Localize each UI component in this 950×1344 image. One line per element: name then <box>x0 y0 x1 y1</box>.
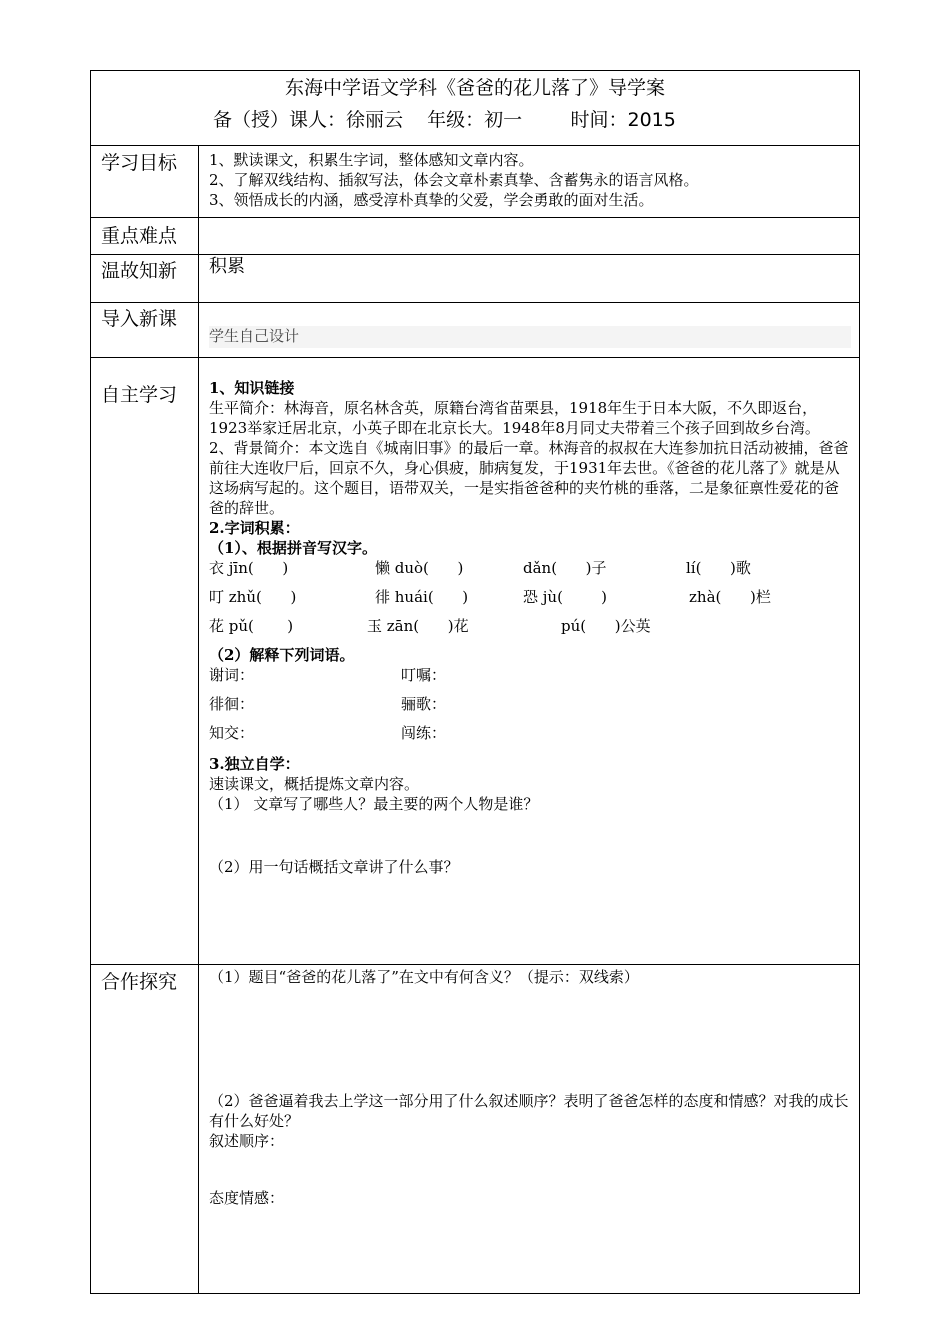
row-label: 重点难点 <box>101 225 178 247</box>
attitude-label: 态度情感： <box>209 1189 285 1207</box>
row-intro <box>91 303 859 358</box>
section-heading: 3.独立自学： <box>209 755 300 773</box>
word-item: 叮嘱： <box>401 666 447 684</box>
question-2: （2）用一句话概括文章讲了什么事？ <box>209 858 459 876</box>
intro-text: 学生自己设计 <box>209 326 851 348</box>
cooperative-content <box>209 967 851 1208</box>
document-title: 东海中学语文学科《爸爸的花儿落了》导学案 <box>284 77 665 99</box>
row-learning-goals <box>91 146 859 218</box>
self-study-content <box>209 378 851 877</box>
goal-item: 2、了解双线结构、插叙写法，体会文章朴素真挚、含蓄隽永的语言风格。 <box>209 171 699 189</box>
pinyin-row <box>209 554 851 583</box>
question-1: （1） 文章写了哪些人？最主要的两个人物是谁？ <box>209 795 539 813</box>
row-label: 温故知新 <box>101 260 178 282</box>
section-heading: 2.字词积累： <box>209 519 300 537</box>
pinyin-item: 衣 jīn( ) <box>209 559 289 577</box>
pinyin-row <box>209 612 851 641</box>
row-cooperative <box>91 965 859 1295</box>
row-key-points <box>91 218 859 255</box>
word-row <box>209 690 851 719</box>
row-label: 学习目标 <box>101 152 178 174</box>
row-review <box>91 255 859 303</box>
pinyin-item: 懒 duò( ) <box>375 559 464 577</box>
review-text: 积累 <box>209 256 245 277</box>
word-item: 骊歌： <box>401 695 447 713</box>
pinyin-item: 恐 jù( ) <box>523 588 607 606</box>
word-item: 谢词： <box>209 666 255 684</box>
row-label: 合作探究 <box>101 971 178 993</box>
word-row <box>209 719 851 748</box>
goal-item: 3、领悟成长的内涵，感受淳朴真挚的父爱，学会勇敢的面对生活。 <box>209 191 654 209</box>
word-item: 知交： <box>209 724 255 742</box>
word-item: 徘徊： <box>209 695 255 713</box>
pinyin-item: dǎn( )子 <box>523 559 607 577</box>
author-bio: 生平简介：林海音，原名林含英，原籍台湾省苗栗县，1918年生于日本大阪，不久即返台，1923举家迁居北京，小英子即在北京长大。1948年8月同丈夫带着三个孩子回到故乡台湾。 <box>209 399 820 437</box>
subsection-heading: （1）、根据拼音写汉字。 <box>209 539 377 557</box>
pinyin-item: 叮 zhǔ( ) <box>209 588 297 606</box>
row-self-study <box>91 358 859 965</box>
pinyin-item: 玉 zān( )花 <box>367 617 469 635</box>
word-row <box>209 661 851 690</box>
goals-content <box>209 150 851 210</box>
subsection-heading: （2）解释下列词语。 <box>209 646 355 664</box>
question-2: （2）爸爸逼着我去上学这一部分用了什么叙述顺序？表明了爸爸怎样的态度和情感？对我的成长有什么好处？ <box>209 1092 849 1130</box>
goal-item: 1、默读课文，积累生字词，整体感知文章内容。 <box>209 151 534 169</box>
row-label: 自主学习 <box>101 384 178 406</box>
background-intro: 2、背景简介：本文选自《城南旧事》的最后一章。林海音的叔叔在大连参加抗日活动被捕，爸爸前往大连收尸后，回京不久，身心俱疲，肺病复发，于1931年去世。《爸爸的花儿落了》就是从这场病写起的。这个题目，语带双关，一是实指爸爸种的夹竹桃的垂落，二是象征禀性爱花的爸爸的辞世。 <box>209 439 849 517</box>
question-1: （1）题目“爸爸的花儿落了”在文中有何含义？（提示：双线索） <box>209 968 639 986</box>
task-text: 速读课文，概括提炼文章内容。 <box>209 775 420 793</box>
pinyin-row <box>209 583 851 612</box>
study-plan-table <box>90 70 860 1294</box>
row-label: 导入新课 <box>101 308 178 330</box>
pinyin-item: pú( )公英 <box>561 617 651 635</box>
word-item: 闯练： <box>401 724 447 742</box>
pinyin-item: 徘 huái( ) <box>375 588 469 606</box>
pinyin-item: 花 pǔ( ) <box>209 617 294 635</box>
document-subtitle: 备（授）课人：徐丽云 年级：初一 时间：2015 <box>213 109 676 131</box>
document-header <box>91 71 859 146</box>
pinyin-item: lí( )歌 <box>686 559 751 577</box>
narrative-order-label: 叙述顺序： <box>209 1132 285 1150</box>
pinyin-item: zhà( )栏 <box>689 588 771 606</box>
section-heading: 1、知识链接 <box>209 379 295 397</box>
